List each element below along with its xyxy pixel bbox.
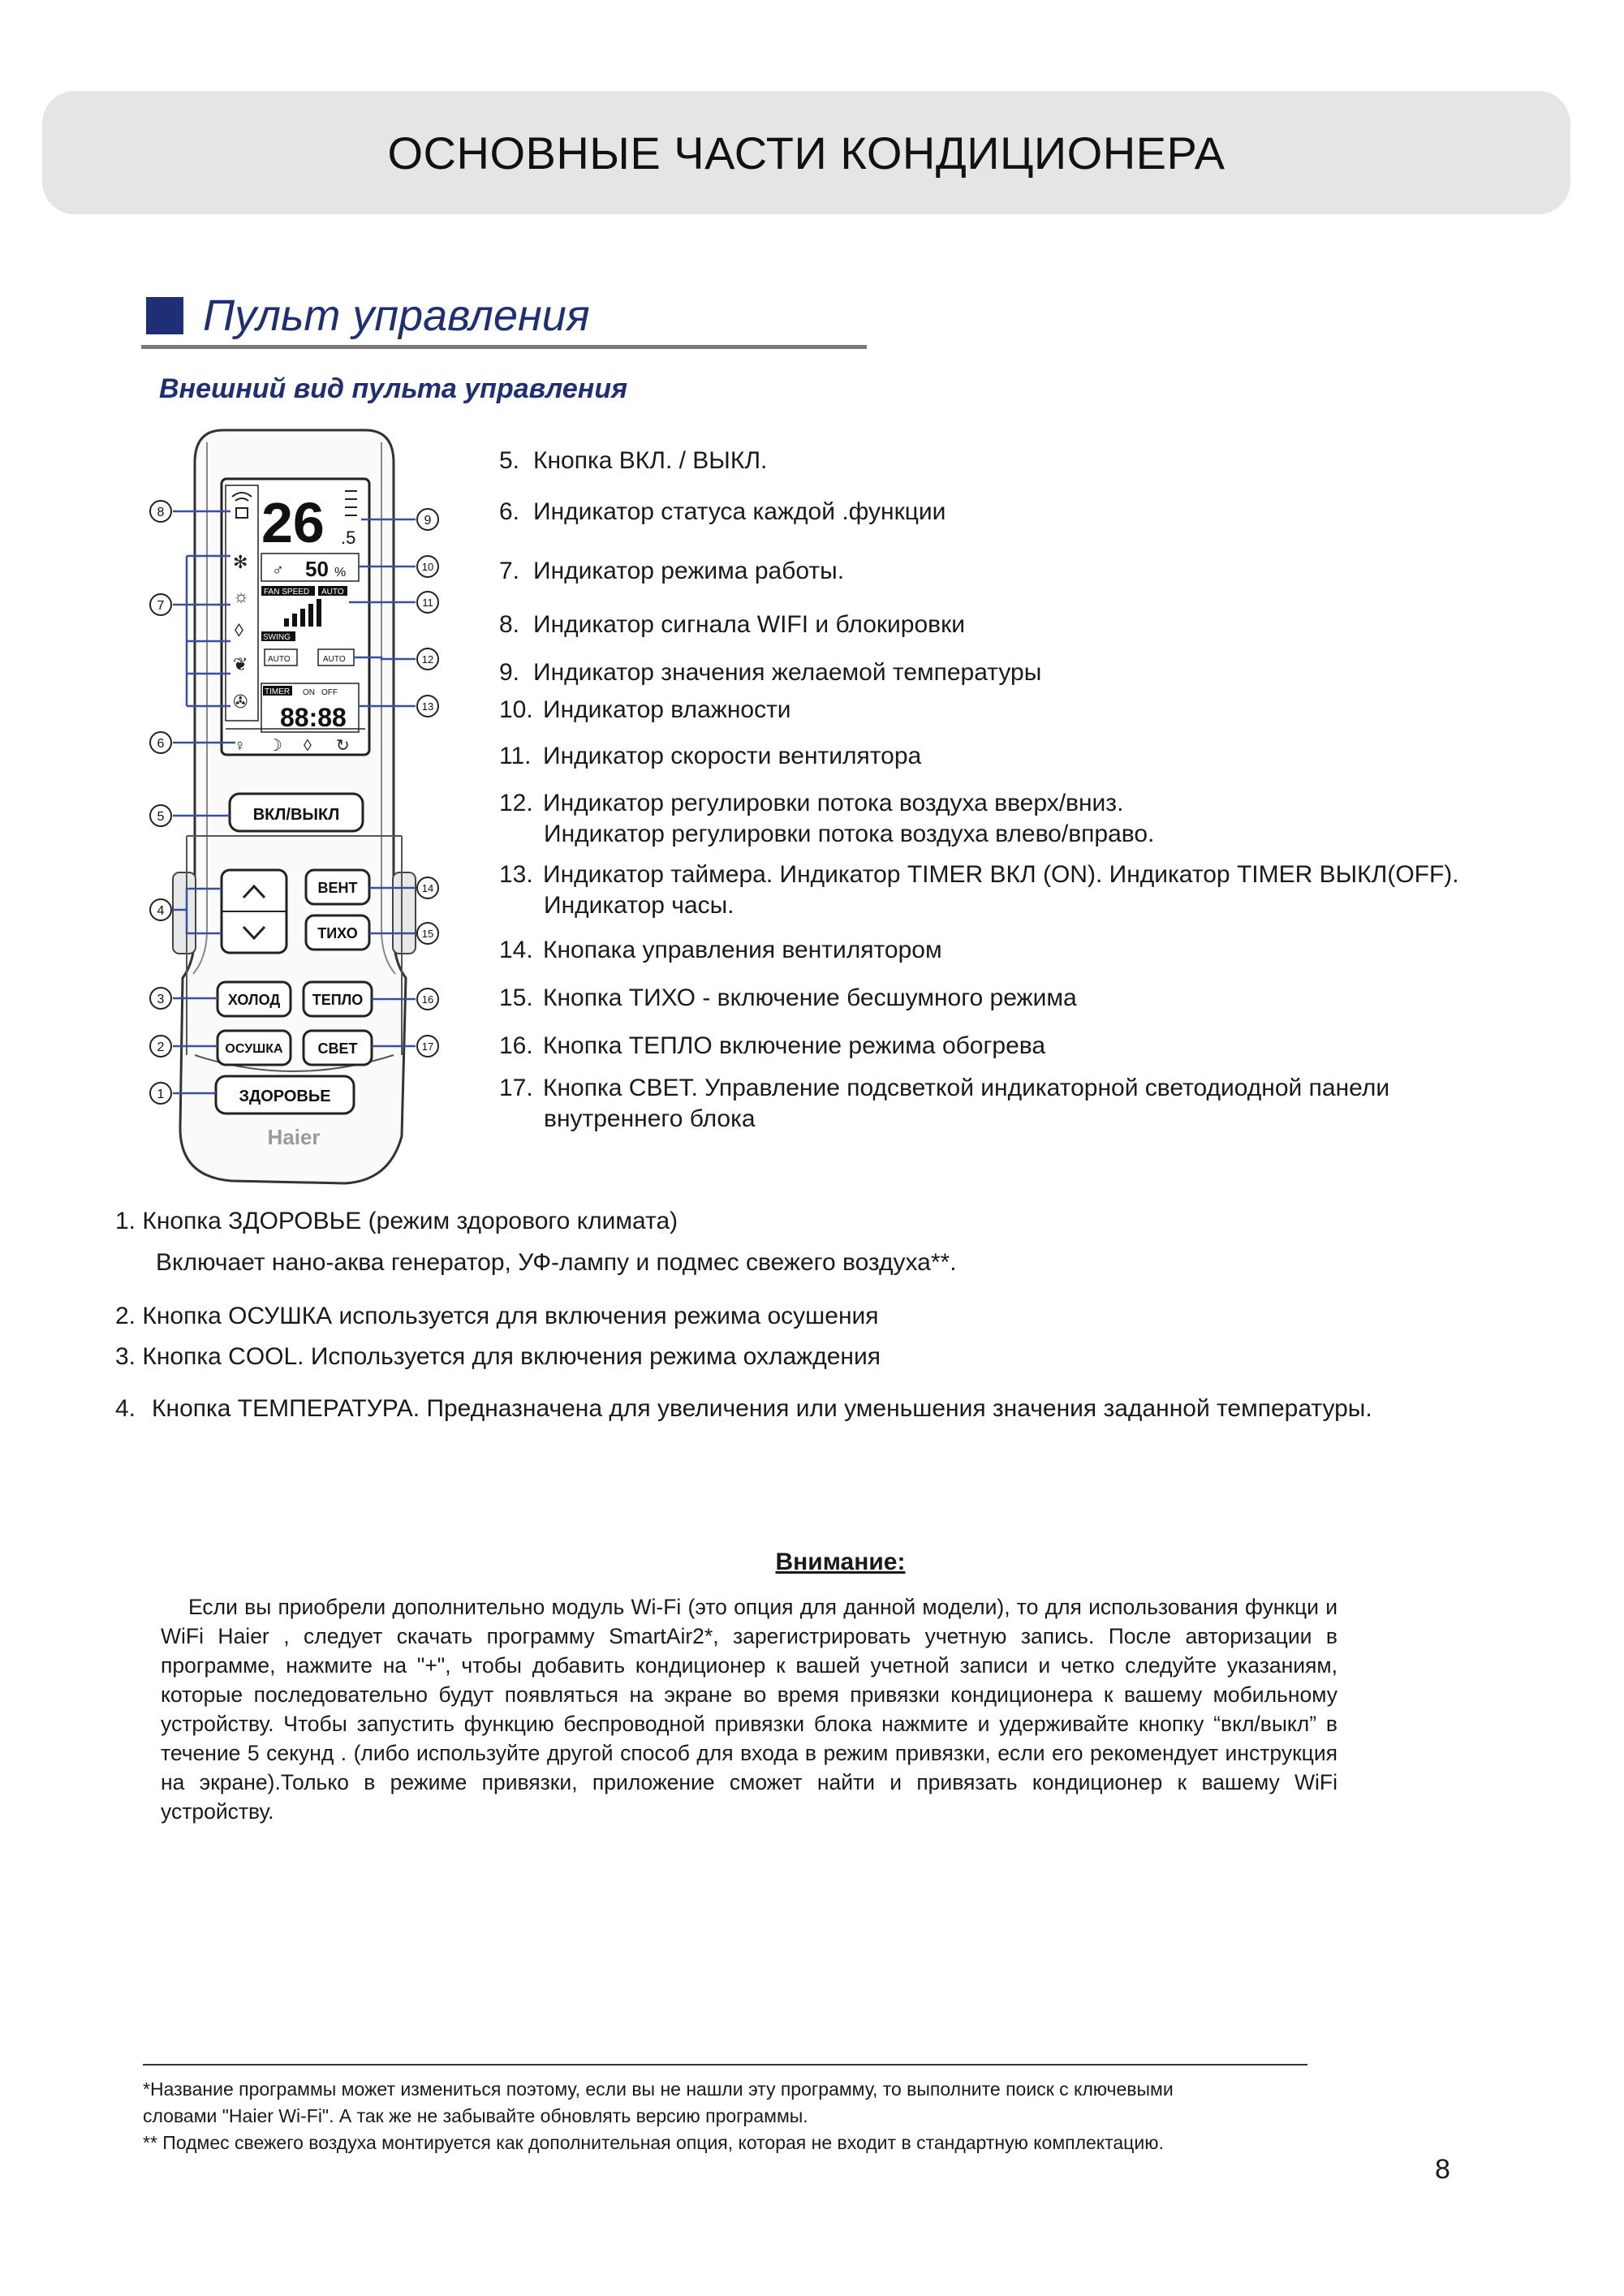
- leaf-icon: ❦: [233, 654, 248, 674]
- callout-6: [150, 732, 171, 753]
- svg-text:ВЕНТ: ВЕНТ: [317, 880, 358, 896]
- note-heading: Внимание:: [775, 1549, 906, 1575]
- fan-mode-icon: ✇: [233, 691, 248, 712]
- list-item: 11. Индикатор скорости вентилятора: [499, 743, 922, 769]
- svg-text:16: 16: [421, 993, 434, 1006]
- list-item: 10. Индикатор влажности: [499, 696, 791, 723]
- svg-text:11: 11: [422, 597, 433, 609]
- note-body: Если вы приобрели дополнительно модуль Wi-Fi (это опция для данной модели), то для использования функци и WiFi Haier , следует скачать программу SmartAir2*, зарегистрировать учетную запись. После авторизации в программе, нажмите на "+", чтобы добавить кондиционер к вашей учетной записи и четко следуйте указаниям, которые последовательно будут появляться на экране во время привязки кондиционера к вашему мобильному устройству. Чтобы запустить функцию беспроводной привязки блока нажмите и удерживайте кнопку “вкл/выкл” в течение 5 секунд . (либо используйте другой способ для входа в режим привязки, если его рекомендует инструкция на экране).Только в режиме привязки, приложение сможет найти и привязать кондиционер к вашему WiFi устройству.: [161, 1595, 1338, 1824]
- callout-15: [417, 923, 438, 944]
- list-item: 12. Индикатор регулировки потока воздуха вверх/вниз. Индикатор регулировки потока воздуха влево/вправо.: [499, 790, 1155, 847]
- svg-text:8: 8: [157, 506, 165, 519]
- list-item-continuation: Включает нано-аква генератор, УФ-лампу и подмес свежего воздуха**.: [156, 1249, 957, 1276]
- callout-11: [417, 592, 438, 613]
- timer-on-label: ON: [303, 688, 315, 697]
- footnote-divider: [143, 2064, 1307, 2066]
- swing-label: SWING: [263, 633, 291, 642]
- svg-text:13: 13: [421, 700, 434, 713]
- svg-text:4: 4: [157, 904, 165, 918]
- temperature-rocker[interactable]: [222, 870, 286, 953]
- list-item: 14. Кнопака управления вентилятором: [499, 937, 942, 963]
- clock-digits: 88:88: [280, 703, 347, 732]
- callout-9: [417, 509, 438, 530]
- page-title: ОСНОВНЫЕ ЧАСТИ КОНДИЦИОНЕРА: [387, 127, 1226, 179]
- list-item: 1. Кнопка ЗДОРОВЬЕ (режим здорового климата): [115, 1208, 678, 1234]
- svg-text:14: 14: [421, 882, 434, 894]
- health-button[interactable]: [216, 1076, 354, 1114]
- auto-label-2: AUTO: [323, 655, 346, 664]
- callout-5: [150, 805, 171, 826]
- power-button[interactable]: [230, 794, 363, 831]
- timer-off-label: OFF: [321, 688, 338, 697]
- callout-2: [150, 1036, 171, 1057]
- health-drop-icon: ◊: [304, 737, 312, 755]
- svg-text:10: 10: [421, 561, 434, 573]
- quiet-button[interactable]: [306, 915, 369, 950]
- temperature-decimal: .5: [341, 528, 356, 548]
- list-item: 5. Кнопка ВКЛ. / ВЫКЛ.: [499, 447, 768, 474]
- humidity-drop-icon: ♂: [272, 562, 284, 579]
- cool-button[interactable]: [218, 982, 291, 1016]
- fan-auto-label: AUTO: [321, 588, 344, 597]
- svg-text:ТЕПЛО: ТЕПЛО: [312, 992, 364, 1008]
- callout-3: [150, 988, 171, 1009]
- refresh-icon: ↻: [336, 737, 350, 755]
- list-item: 8. Индикатор сигнала WIFI и блокировки: [499, 611, 965, 638]
- section-title: Пульт управления: [203, 291, 590, 340]
- svg-text:ЗДОРОВЬЕ: ЗДОРОВЬЕ: [239, 1088, 331, 1105]
- callout-12: [417, 648, 438, 670]
- callout-1: [150, 1083, 171, 1104]
- fan-button[interactable]: [306, 870, 369, 904]
- callout-13: [417, 696, 438, 717]
- callout-17: [417, 1036, 438, 1057]
- svg-text:12: 12: [421, 653, 434, 666]
- timer-label: TIMER: [265, 687, 291, 696]
- list-item: 16. Кнопка ТЕПЛО включение режима обогрева: [499, 1032, 1046, 1059]
- section-subtitle: Внешний вид пульта управления: [159, 373, 628, 404]
- moon-icon: ☽: [268, 737, 282, 755]
- drop-icon: ◊: [235, 620, 243, 640]
- list-item: 15. Кнопка ТИХО - включение бесшумного режима: [499, 984, 1077, 1011]
- callout-7: [150, 594, 171, 615]
- svg-text:ХОЛОД: ХОЛОД: [227, 992, 281, 1008]
- svg-text:7: 7: [157, 599, 165, 613]
- dry-button[interactable]: [218, 1031, 291, 1065]
- brand-logo: Haier: [267, 1125, 321, 1149]
- svg-text:1: 1: [157, 1088, 165, 1101]
- humidity-value: 50: [305, 557, 329, 581]
- callout-8: [150, 501, 171, 522]
- callout-16: [417, 989, 438, 1010]
- svg-text:17: 17: [421, 1040, 434, 1053]
- list-item: 4. Кнопка ТЕМПЕРАТУРА. Предназначена для увеличения или уменьшения значения заданной температуры.: [115, 1395, 1372, 1422]
- svg-text:СВЕТ: СВЕТ: [317, 1040, 358, 1057]
- list-item: 6. Индикатор статуса каждой .функции: [499, 498, 946, 525]
- footnotes: [143, 2076, 1409, 2156]
- svg-text:15: 15: [421, 928, 434, 940]
- list-item: 13. Индикатор таймера. Индикатор TIMER ВКЛ (ON). Индикатор TIMER ВЫКЛ(OFF). Индикатор часы.: [499, 861, 1459, 919]
- footnote-line: ** Подмес свежего воздуха монтируется как дополнительная опция, которая не входит в стандартную комплектацию.: [143, 2132, 1164, 2153]
- callout-4: [150, 899, 171, 920]
- svg-text:6: 6: [157, 737, 165, 751]
- svg-text:9: 9: [424, 514, 432, 528]
- holder-tab-right: [393, 872, 416, 954]
- humidity-unit: %: [334, 566, 347, 579]
- light-button[interactable]: [304, 1031, 372, 1065]
- list-item: 7. Индикатор режима работы.: [499, 558, 845, 584]
- auto-label-1: AUTO: [268, 655, 291, 664]
- footnote-line: *Название программы может измениться поэтому, если вы не нашли эту программу, то выполните поиск с ключевыми: [143, 2078, 1174, 2100]
- svg-text:2: 2: [157, 1040, 165, 1054]
- svg-text:ОСУШКА: ОСУШКА: [225, 1042, 283, 1056]
- list-item: 9. Индикатор значения желаемой температуры: [499, 659, 1042, 686]
- list-item: 3. Кнопка COOL. Используется для включения режима охлаждения: [115, 1343, 881, 1370]
- heat-button[interactable]: [304, 982, 372, 1016]
- footnote-line: словами "Haier Wi-Fi". А так же не забывайте обновлять версию программы.: [143, 2105, 808, 2126]
- page-number: 8: [1435, 2154, 1450, 2185]
- sun-icon: ☼: [233, 586, 250, 606]
- callout-10: [417, 556, 438, 577]
- list-item: 2. Кнопка ОСУШКА используется для включения режима осушения: [115, 1303, 879, 1329]
- temperature-digits: 26: [261, 491, 325, 554]
- svg-text:5: 5: [157, 810, 165, 824]
- list-item: 17. Кнопка СВЕТ. Управление подсветкой индикаторной светодиодной панели внутреннего блока: [499, 1075, 1390, 1132]
- svg-text:ТИХО: ТИХО: [317, 925, 358, 941]
- snowflake-icon: ✻: [233, 552, 248, 572]
- person-icon: ♀: [234, 737, 246, 755]
- callout-14: [417, 877, 438, 898]
- svg-text:ВКЛ/ВЫКЛ: ВКЛ/ВЫКЛ: [252, 806, 340, 824]
- svg-text:3: 3: [157, 993, 165, 1006]
- holder-tab-left: [173, 872, 196, 954]
- fan-speed-label: FAN SPEED: [264, 588, 310, 597]
